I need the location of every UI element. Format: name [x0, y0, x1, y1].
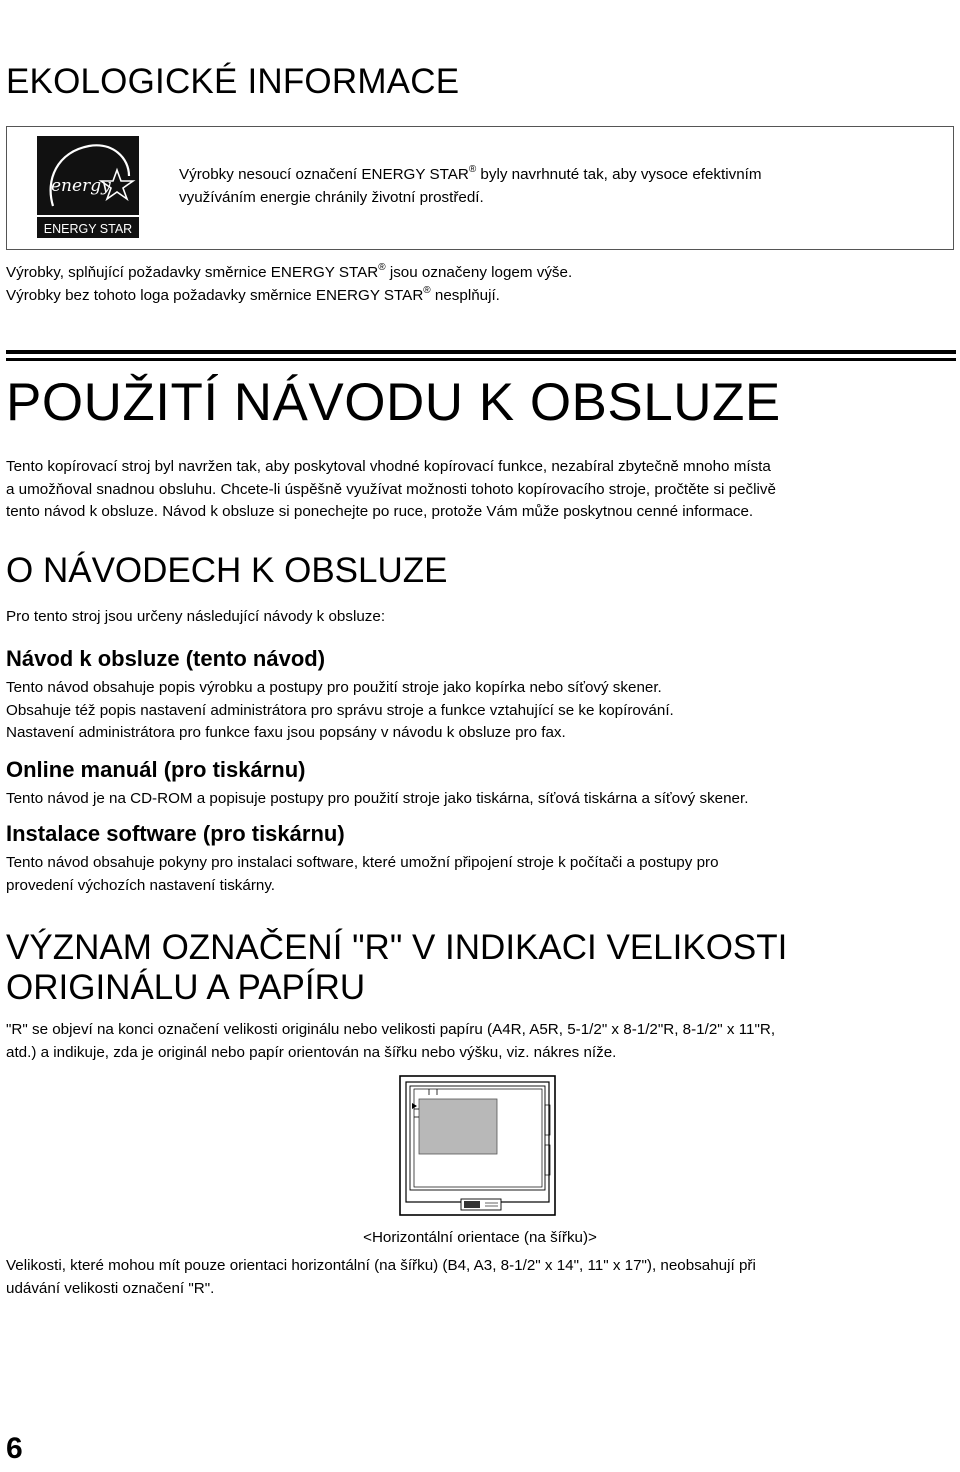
chapter-rule-bottom [6, 358, 956, 361]
chapter-rule-top [6, 350, 956, 354]
diagram-caption: <Horizontální orientace (na šířku)> [363, 1229, 597, 1246]
r-section-title: VÝZNAM OZNAČENÍ "R" V INDIKACI VELIKOSTI ORIGINÁLU A PAPÍRU [6, 928, 788, 1007]
r-section-note: Velikosti, které mohou mít pouze orientaci horizontální (na šířku) (B4, A3, 8-1/2" x 14", 11" x 17"), neobsahují při udávání velikosti označení "R". [6, 1257, 756, 1297]
svg-text:ENERGY STAR: ENERGY STAR [43, 222, 133, 236]
manuals-title: O NÁVODECH K OBSLUZE [6, 551, 448, 590]
scanner-glass-diagram [399, 1075, 559, 1217]
usage-paragraph: Tento kopírovací stroj byl navržen tak, aby poskytoval vhodné kopírovací funkce, nezabíral zbytečně mnoho místa a umožňoval snadnou obsluhu. Chcete-li úspěšně využívat možnosti tohoto kopírovacího stroje, pročtěte si pečlivě tento návod k obsluze. Návod k obsluze si ponechejte po ruce, protože Vám může poskytnou cenné informace. [6, 458, 776, 520]
manual-description-online: Tento návod je na CD-ROM a popisuje postupy pro použití stroje jako tiskárna, síťová tiskárna a síťový skener. [6, 790, 749, 807]
energy-star-box [6, 126, 954, 250]
manual-heading-online: Online manuál (pro tiskárnu) [6, 757, 306, 782]
energy-star-description: Výrobky nesoucí označení ENERGY STAR® byly navrhnuté tak, aby vysoce efektivním využíváním energie chránily životní prostředí. [179, 164, 762, 206]
manual-description-install: Tento návod obsahuje pokyny pro instalaci software, které umožní připojení stroje k počítači a postupy pro provedení výchozích nastavení tiskárny. [6, 854, 719, 894]
usage-title: POUŽITÍ NÁVODU K OBSLUZE [6, 373, 781, 432]
eco-title: EKOLOGICKÉ INFORMACE [6, 62, 460, 101]
manual-heading-install: Instalace software (pro tiskárnu) [6, 821, 345, 846]
r-section-paragraph: "R" se objeví na konci označení velikosti originálu nebo velikosti papíru (A4R, A5R, 5-1/2" x 8-1/2"R, 8-1/2" x 11"R, atd.) a indikuje, zda je originál nebo papír orientován na šířku nebo výšku, viz. nákres níže. [6, 1021, 776, 1061]
manuals-intro: Pro tento stroj jsou určeny následující návody k obsluze: [6, 608, 386, 625]
page-number: 6 [6, 1432, 23, 1465]
manual-description-operation: Tento návod obsahuje popis výrobku a postupy pro použití stroje jako kopírka nebo síťový skener. Obsahuje též popis nastavení administrátora pro správu stroje a funkce vztahující se ke kopírování. Nastavení administrátora pro funkce faxu jsou popsány v návodu k obsluze pro fax. [6, 679, 674, 741]
energy-star-note: Výrobky, splňující požadavky směrnice ENERGY STAR® jsou označeny logem výše. Výrobky bez tohoto loga požadavky směrnice ENERGY STAR® nesplňují. [6, 262, 573, 304]
manual-heading-operation: Návod k obsluze (tento návod) [6, 646, 326, 671]
svg-text:energy: energy [51, 176, 111, 196]
energy-star-logo [37, 136, 139, 238]
